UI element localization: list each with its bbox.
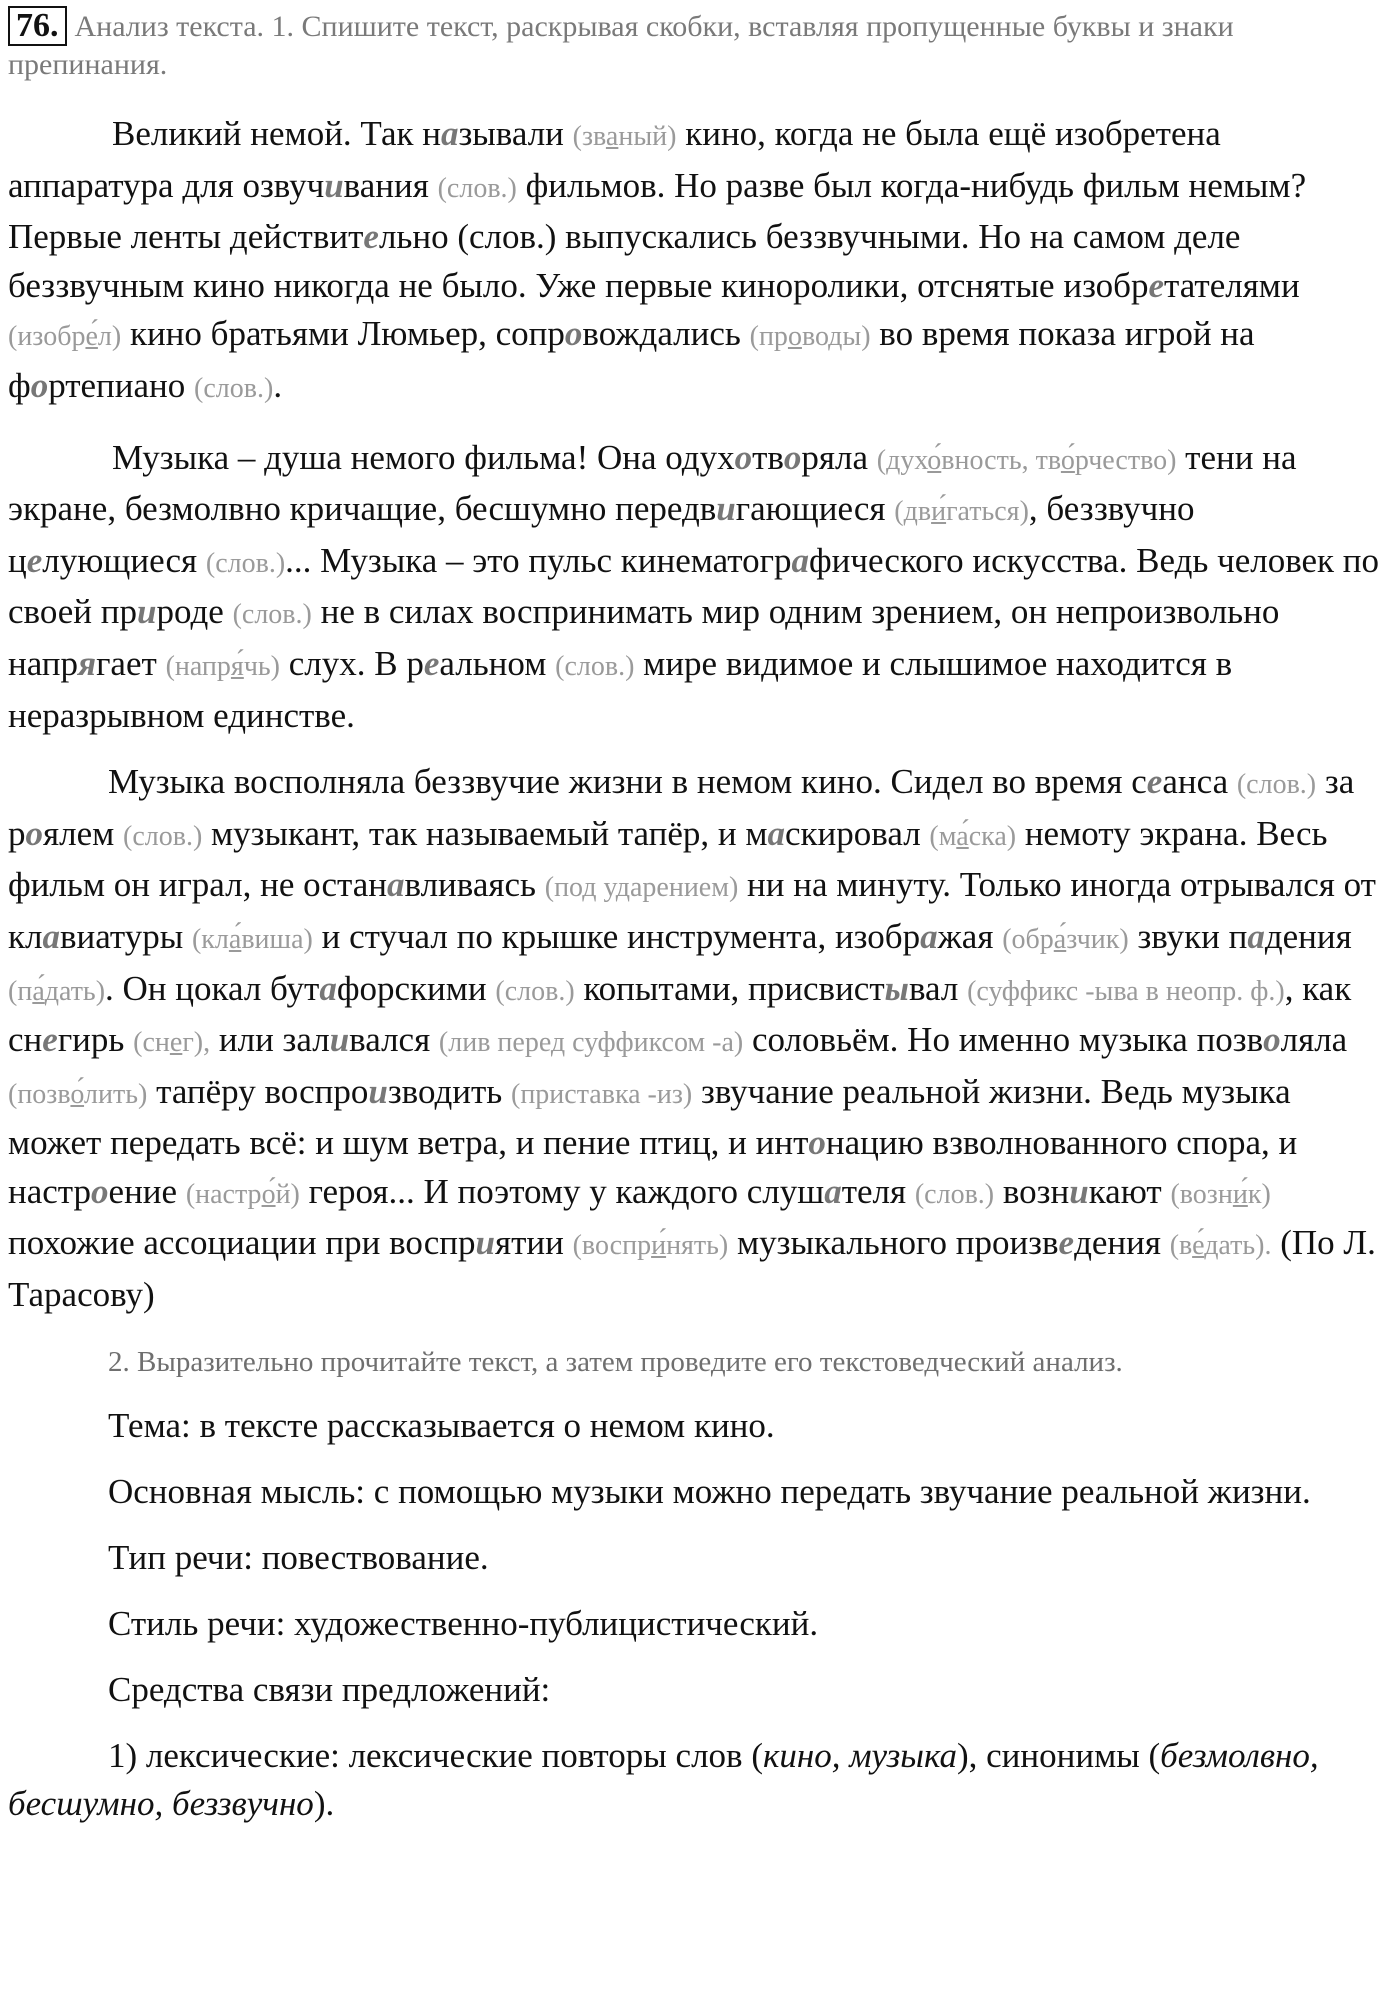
hint: (слов.) — [914, 1178, 995, 1210]
hint: (кла́виша) — [191, 923, 313, 955]
hint: (слов.) — [1236, 769, 1317, 801]
paragraph-3: Музыка восполняла беззвучие жизни в немом кино. Сидел во время сеанса (слов.) за роялем (слов.) музыкант, так называемый тапёр, и маскировал (ма́ска) немоту экрана. Весь фильм он играл, не останавливаясь (под ударением) ни на минуту. Только иногда отрывался от клавиатуры (кла́виша) и стучал по крышке инструмента, изображая (обра́зчик) звуки падения (па́дать). Он цокал бутафорскими (слов.) копытами, присвистывал (суффикс -ыва в неопр. ф.), как снегирь (снег), или заливался (лив перед суффиксом -а) соловьём. Но именно музыка позволяла (позво́лить) тапёру воспроизводить (приставка -из) звучание реальной жизни. Ведь музыка может передать всё: и шум ветра, и пение птиц, и интонацию взволнованного спора, и настроение (настро́й) героя... И поэтому у каждого слушателя (слов.) возникают (возни́к) похожие ассоциации при восприятии (воспри́нять) музыкального произведения (ве́дать). (По Л. Тарасову) — [8, 762, 1376, 1315]
hint: (лив перед суффиксом -а) — [438, 1027, 744, 1059]
hint: (настро́й) — [185, 1178, 300, 1210]
hint: (слов.) — [205, 547, 286, 579]
exercise-number: 76. — [8, 6, 67, 46]
hint: (обра́зчик) — [1002, 923, 1129, 955]
hint: (па́дать) — [8, 975, 106, 1007]
analysis-lexical-links: 1) лексические: лексические повторы слов (кино, музыка), синонимы (безмолвно, бесшумно, беззвучно). — [8, 1735, 1319, 1823]
hint: (воспри́нять) — [572, 1230, 729, 1262]
analysis-theme: Тема: в тексте рассказывается о немом кино. — [108, 1405, 775, 1445]
exercise-header — [8, 6, 1390, 84]
hint: (званый) — [572, 121, 677, 152]
hint: (дви́гаться) — [894, 496, 1029, 528]
hint: (слов.) — [123, 820, 203, 852]
exercise-task-2: 2. Выразительно прочитайте текст, а затем проведите его текстоведческий анализ. — [108, 1345, 1123, 1378]
source-citation: (По Л. Тарасову) — [8, 1223, 1376, 1315]
hint: (изобре́л) — [8, 321, 122, 353]
analysis-links-title: Средства связи предложений: — [108, 1669, 551, 1709]
hint: (суффикс -ыва в неопр. ф.) — [967, 975, 1285, 1007]
hint: (возни́к) — [1170, 1178, 1271, 1210]
hint: (приставка -из) — [511, 1078, 693, 1110]
hint: (слов.) — [232, 599, 312, 631]
paragraph-1: Великий немой. Так называли (званый) кино, когда не была ещё изобретена аппаратура для озвучивания (слов.) фильмов. Но разве был когда-нибудь фильм немым? Первые ленты действительно (слов.) выпускались беззвучными. Но на самом деле беззвучным кино никогда не было. Уже первые киноролики, отснятые изобретателями (изобре́л) кино братьями Люмьер, сопровождались (проводы) во время показа игрой на фортепиано (слов.). — [8, 114, 1307, 405]
hint: (напря́чь) — [165, 650, 280, 682]
hint: (слов.) — [194, 372, 274, 404]
analysis-speech-type: Тип речи: повествование. — [108, 1537, 489, 1577]
hint: (проводы) — [749, 321, 871, 353]
hint: (ве́дать). — [1169, 1230, 1272, 1262]
hint: (слов.) — [495, 975, 575, 1007]
hint: (слов.) — [437, 172, 517, 204]
hint: (слов.) — [555, 650, 635, 682]
analysis-main-idea: Основная мысль: с помощью музыки можно передать звучание реальной жизни. — [108, 1471, 1311, 1511]
paragraph-2: Музыка – душа немого фильма! Она одухотворяла (духо́вность, тво́рчество) тени на экране, безмолвно кричащие, бесшумно передвигающиеся (дви́гаться), беззвучно целующиеся (слов.)... Музыка – это пульс кинематографического искусства. Ведь человек по своей природе (слов.) не в силах воспринимать мир одним зрением, он непроизвольно напрягает (напря́чь) слух. В реальном (слов.) мире видимое и слышимое находится в неразрывном единстве. — [8, 437, 1380, 735]
hint: (под ударением) — [544, 872, 739, 904]
exercise-task-1: Анализ текста. 1. Спишите текст, раскрывая скобки, вставляя пропущенные буквы и знаки препинания. — [8, 10, 1234, 81]
analysis-speech-style: Стиль речи: художественно-публицистический. — [108, 1603, 819, 1643]
hint: (позво́лить) — [8, 1078, 148, 1110]
hint: (духо́вность, тво́рчество) — [876, 444, 1177, 476]
hint: (снег), — [133, 1027, 211, 1059]
hint: (ма́ска) — [929, 820, 1017, 852]
